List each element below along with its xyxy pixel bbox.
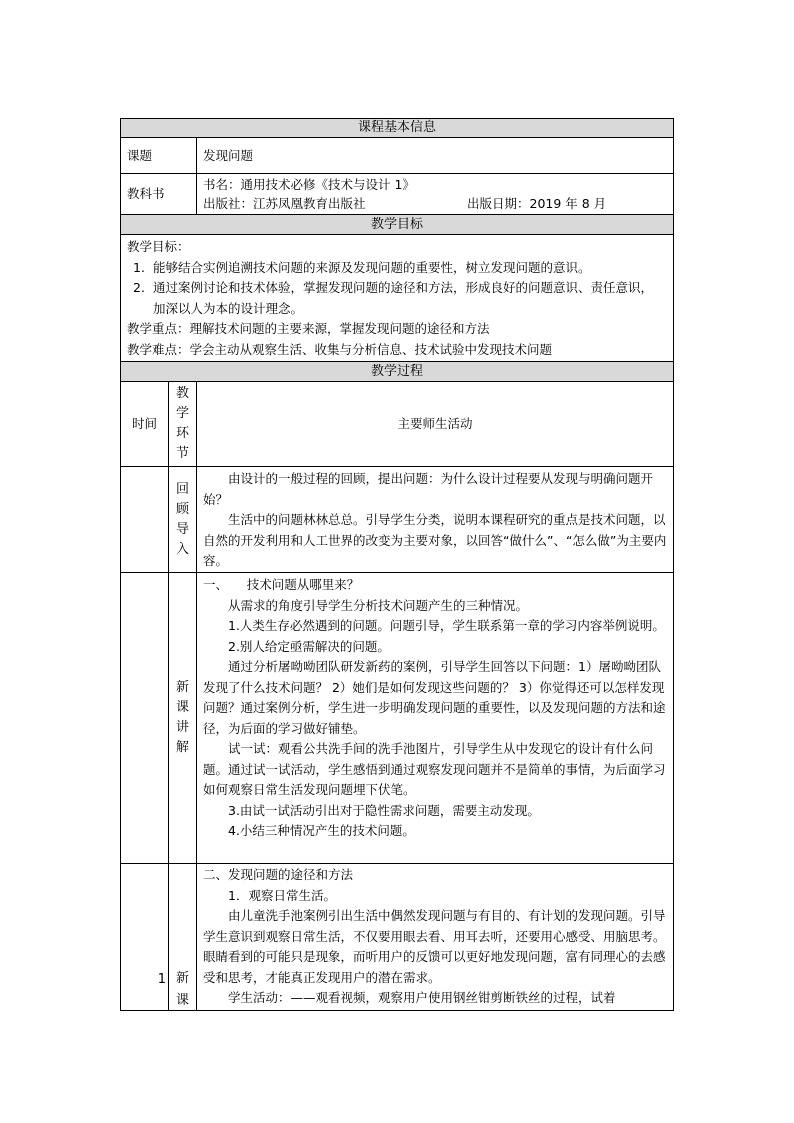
activity-paragraph: 生活中的问题林林总总。引导学生分类，说明本课程研究的重点是技术问题，以自然的开发利用和人工世界的改变为主要对象，以回答“做什么”、“怎么做”为主要内容。 (203, 512, 667, 568)
objectives-title: 教学目标： (127, 239, 190, 254)
row1-stage: 回 顾 导 入 (168, 466, 197, 573)
activity-paragraph: 1．观察日常生活。 (228, 887, 336, 903)
objectives-list (127, 258, 665, 320)
activity-paragraph: 学生活动：——观看视频，观察用户使用钢丝钳剪断铁丝的过程，试着 (228, 990, 616, 1005)
activity-paragraph: 由设计的一般过程的回顾，提出问题：为什么设计过程要从发现与明确问题开始？ (203, 471, 654, 507)
topic-label: 课题 (120, 137, 197, 174)
publisher: 出版社：江苏凤凰教育出版社 (203, 196, 366, 211)
table-bottom-rule (120, 1010, 674, 1011)
row3-stage: 新 课 (168, 863, 197, 1011)
row1-activity (196, 466, 674, 573)
activity-paragraph: 3.由试一试活动引出对于隐性需求问题，需要主动发现。 (228, 802, 540, 818)
activity-paragraph: 1.人类生存必然遇到的问题。问题引导，学生联系第一章的学习内容举例说明。 (228, 618, 665, 633)
row2-stage: 新 课 讲 解 (168, 572, 197, 864)
difficulty: 教学难点：学会主动从观察生活、收集与分析信息、技术试验中发现技术问题 (127, 341, 553, 357)
activity-paragraph: 试一试：观看公共洗手间的洗手池图片，引导学生从中发现它的设计有什么问题。通过试一试活动，学生感悟到通过观察发现问题并不是简单的事情，为后面学习如何观察日常生活发现问题埋下伏笔。 (203, 741, 666, 797)
activity-paragraph: 从需求的角度引导学生分析技术问题产生的三种情况。 (228, 597, 529, 613)
activity-heading: 一、 技术问题从哪里来？ (203, 577, 360, 592)
book-name: 书名：通用技术必修《技术与设计 1》 (203, 177, 415, 192)
section-header-basic-info: 课程基本信息 (120, 118, 674, 138)
objective-item: 2. 通过案例讨论和技术体验，掌握发现问题的途径和方法，形成良好的问题意识、责任意识，加深以人为本的设计理念。 (133, 280, 654, 316)
activity-heading: 二、发现问题的途径和方法 (203, 867, 354, 882)
publish-date: 出版日期：2019 年 8 月 (467, 196, 607, 211)
objectives-content (120, 234, 674, 362)
row2-activity (196, 572, 674, 864)
activity-paragraph: 2.别人给定亟需解决的问题。 (228, 638, 390, 654)
row1-time (120, 466, 169, 573)
activity-paragraph: 通过分析屠呦呦团队研发新药的案例，引导学生回答以下问题：1）屠呦呦团队发现了什么技术问题？ 2）她们是如何发现这些问题的？ 3）你觉得还可以怎样发现问题？通过案例分析，学生进一步明确发现问题的重要性，以及发现问题的方法和途径，为后面的学习做好铺垫。 (203, 659, 666, 736)
col-header-activity: 主要师生活动 (196, 381, 674, 467)
textbook-label: 教科书 (120, 173, 197, 215)
key-point: 教学重点：理解技术问题的主要来源，掌握发现问题的途径和方法 (127, 321, 490, 336)
row3-activity (196, 863, 674, 1011)
section-header-objectives: 教学目标 (120, 214, 674, 235)
row3-time (120, 863, 169, 1011)
textbook-info (196, 173, 674, 215)
activity-paragraph: 由儿童洗手池案例引出生活中偶然发现问题与有目的、有计划的发现问题。引导学生意识到观察日常生活，不仅要用眼去看、用耳去听，还要用心感受、用脑思考。眼睛看到的可能只是现象，而听用户的反馈可以更好地发现问题，富有同理心的去感受和思考，才能真正发现用户的潜在需求。 (203, 908, 666, 985)
section-header-process: 教学过程 (120, 361, 674, 382)
col-header-time: 时间 (120, 381, 169, 467)
objective-item: 1. 能够结合实例追溯技术问题的来源及发现问题的重要性，树立发现问题的意识。 (133, 259, 591, 275)
topic-value: 发现问题 (196, 137, 674, 174)
time-mark: 1 (157, 972, 166, 987)
row2-time (120, 572, 169, 864)
activity-paragraph: 4.小结三种情况产生的技术问题。 (228, 823, 415, 838)
col-header-stage: 教 学 环 节 (168, 381, 197, 467)
